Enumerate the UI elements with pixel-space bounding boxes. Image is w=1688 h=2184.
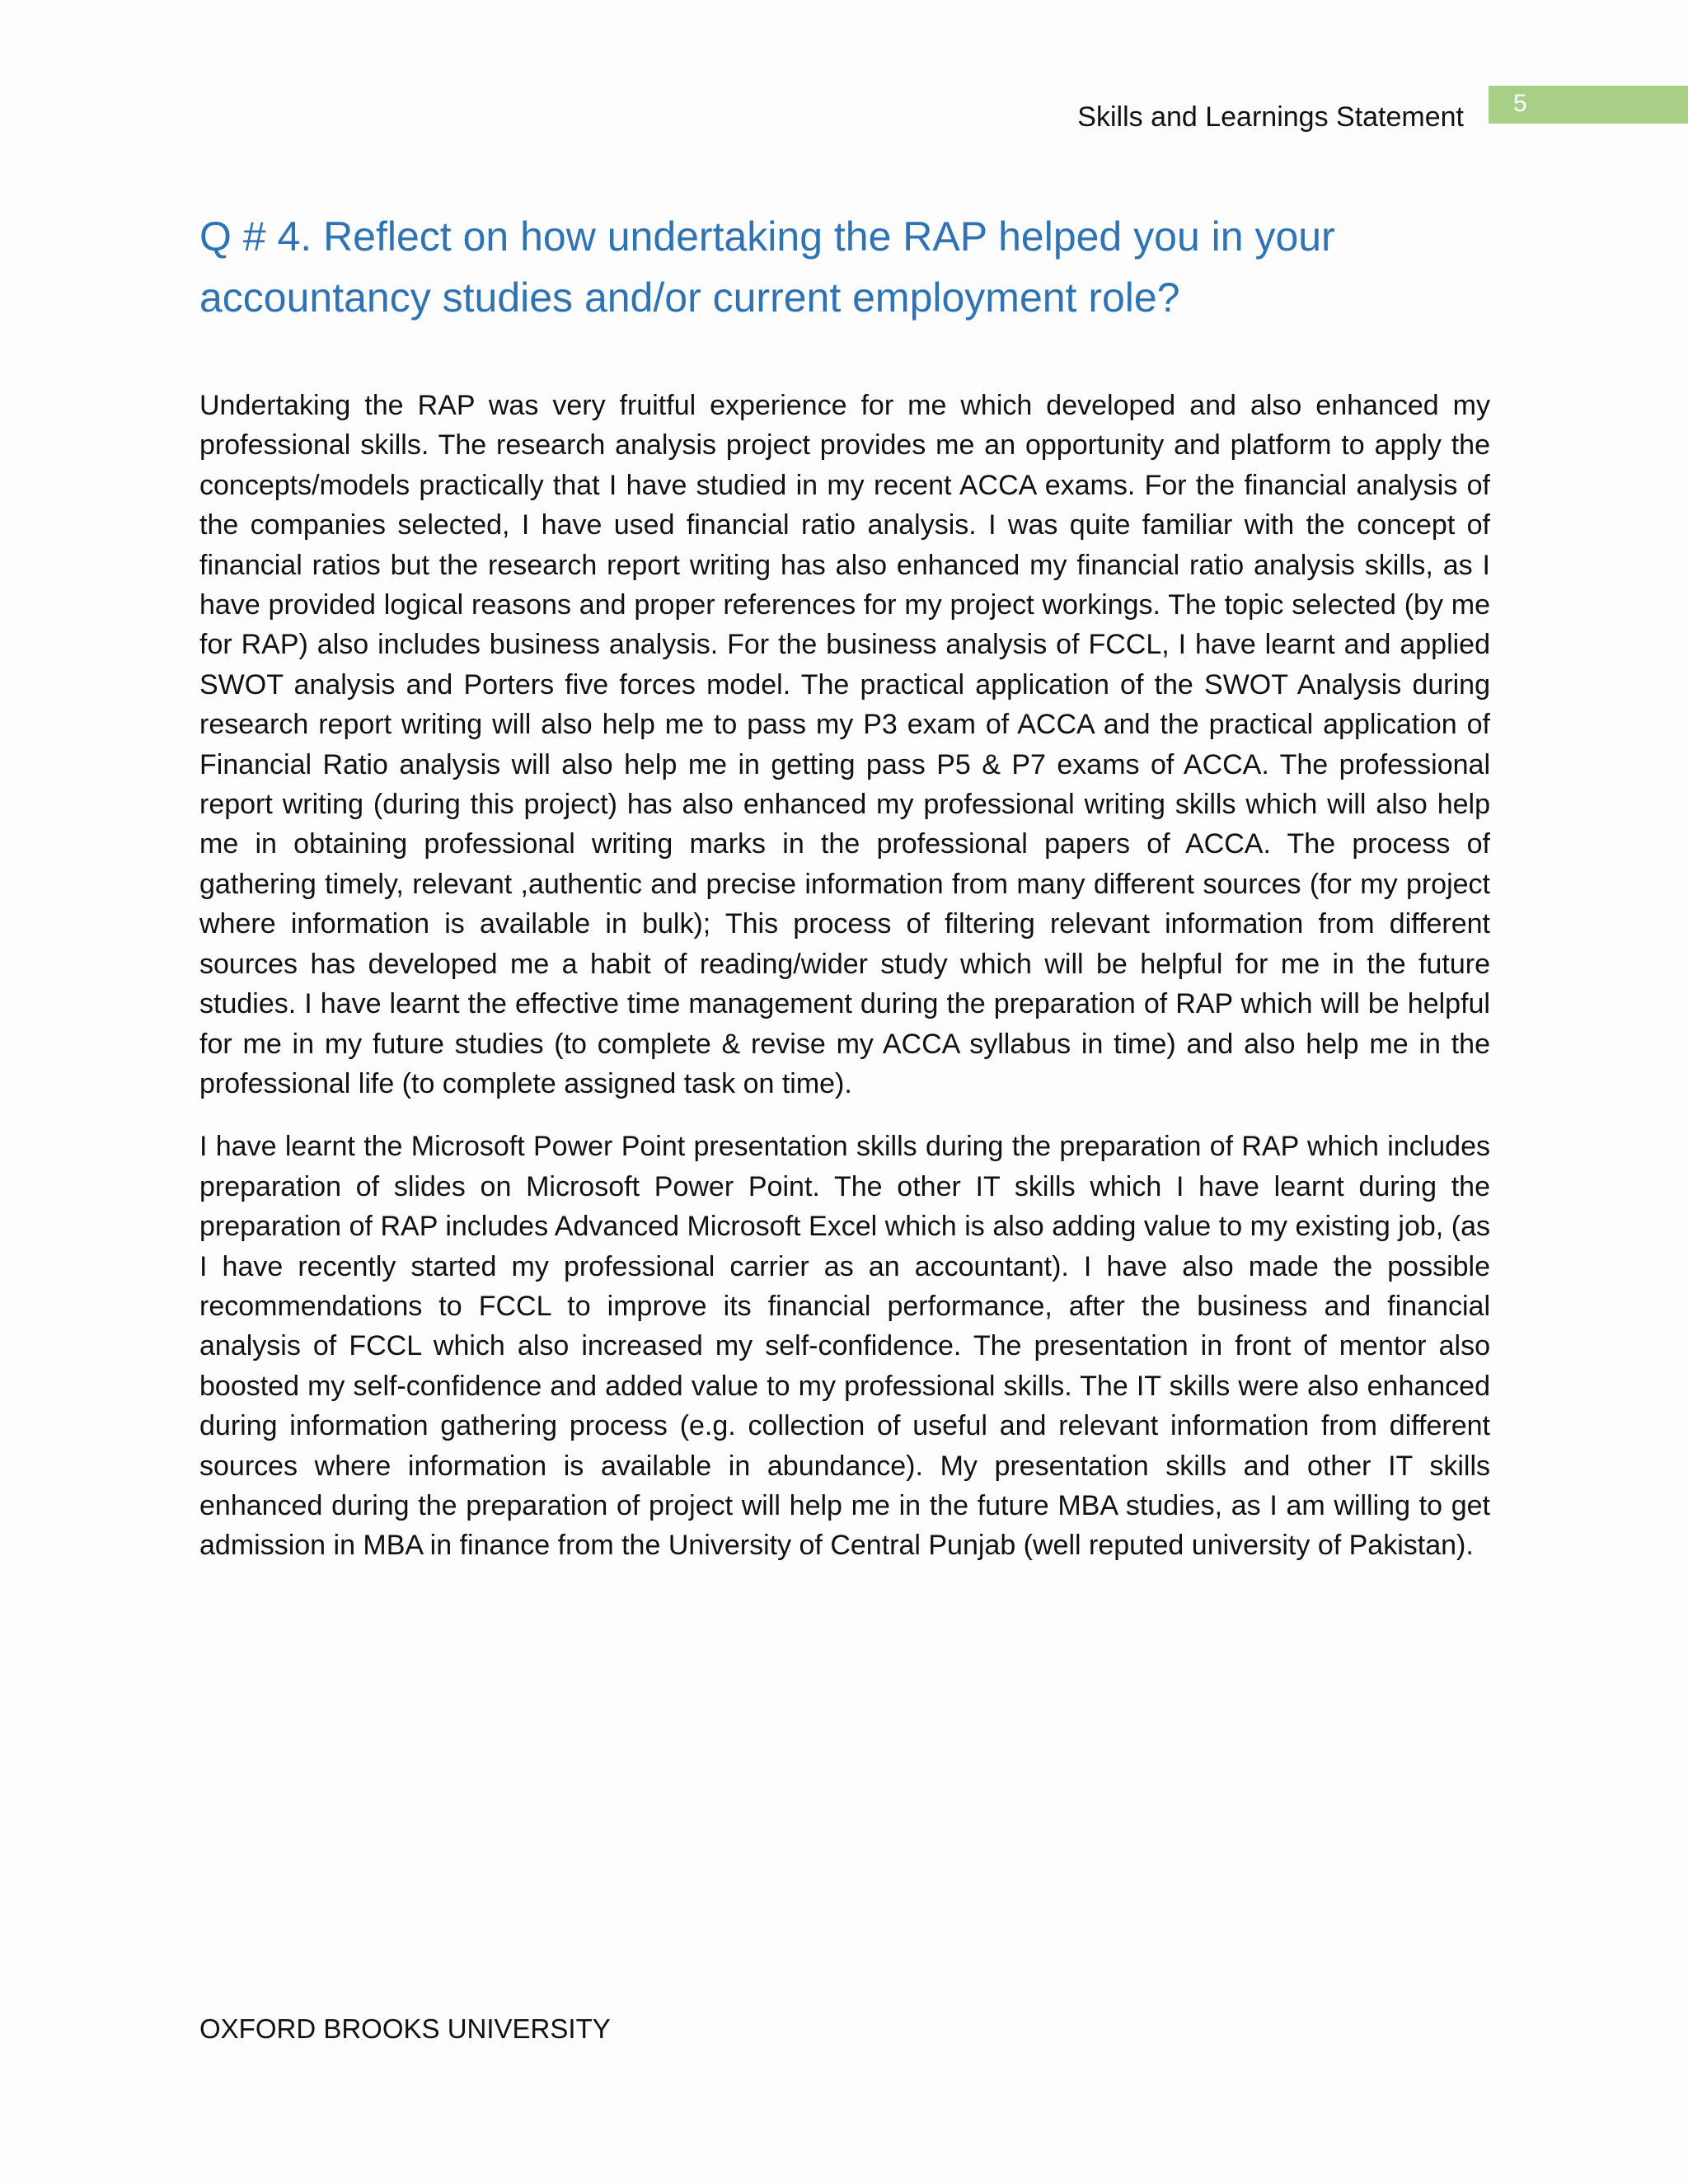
page-number: 5: [1513, 90, 1527, 117]
answer-paragraph-1: Undertaking the RAP was very fruitful experience for me which developed and also enhanced my professional skills. The research analysis project provides me an opportunity and platform to apply the concepts/models practically that I have studied in my recent ACCA exams. For the financial analysis of the companies selected, I have used financial ratio analysis. I was quite familiar with the concept of financial ratios but the research report writing has also enhanced my financial ratio analysis skills, as I have provided logical reasons and proper references for my project workings. The topic selected (by me for RAP) also includes business analysis. For the business analysis of FCCL, I have learnt and applied SWOT analysis and Porters five forces model. The practical application of the SWOT Analysis during research report writing will also help me to pass my P3 exam of ACCA and the practical application of Financial Ratio analysis will also help me in getting pass P5 & P7 exams of ACCA. The professional report writing (during this project) has also enhanced my professional writing skills which will also help me in obtaining professional writing marks in the professional papers of ACCA. The process of gathering timely, relevant ,authentic and precise information from many different sources (for my project where information is available in bulk); This process of filtering relevant information from different sources has developed me a habit of reading/wider study which will be helpful for me in the future studies. I have learnt the effective time management during the preparation of RAP which will be helpful for me in my future studies (to complete & revise my ACCA syllabus in time) and also help me in the professional life (to complete assigned task on time).: [199, 390, 1490, 1099]
answer-body: [199, 386, 1490, 1589]
answer-paragraph-2: I have learnt the Microsoft Power Point presentation skills during the preparation of RAP which includes preparation of slides on Microsoft Power Point. The other IT skills which I have learnt during the preparation of RAP includes Advanced Microsoft Excel which is also adding value to my existing job, (as I have recently started my professional carrier as an accountant). I have also made the possible recommendations to FCCL to improve its financial performance, after the business and financial analysis of FCCL which also increased my self-confidence. The presentation in front of mentor also boosted my self-confidence and added value to my professional skills. The IT skills were also enhanced during information gathering process (e.g. collection of useful and relevant information from different sources where information is available in abundance). My presentation skills and other IT skills enhanced during the preparation of project will help me in the future MBA studies, as I am willing to get admission in MBA in finance from the University of Central Punjab (well reputed university of Pakistan).: [199, 1131, 1490, 1562]
question-heading: Q # 4. Reflect on how undertaking the RAP helped you in your accountancy studies and/or current employment role?: [199, 213, 1335, 321]
running-header-title: Skills and Learnings Statement: [1077, 101, 1464, 133]
footer-university-name: OXFORD BROOKS UNIVERSITY: [199, 2013, 611, 2044]
